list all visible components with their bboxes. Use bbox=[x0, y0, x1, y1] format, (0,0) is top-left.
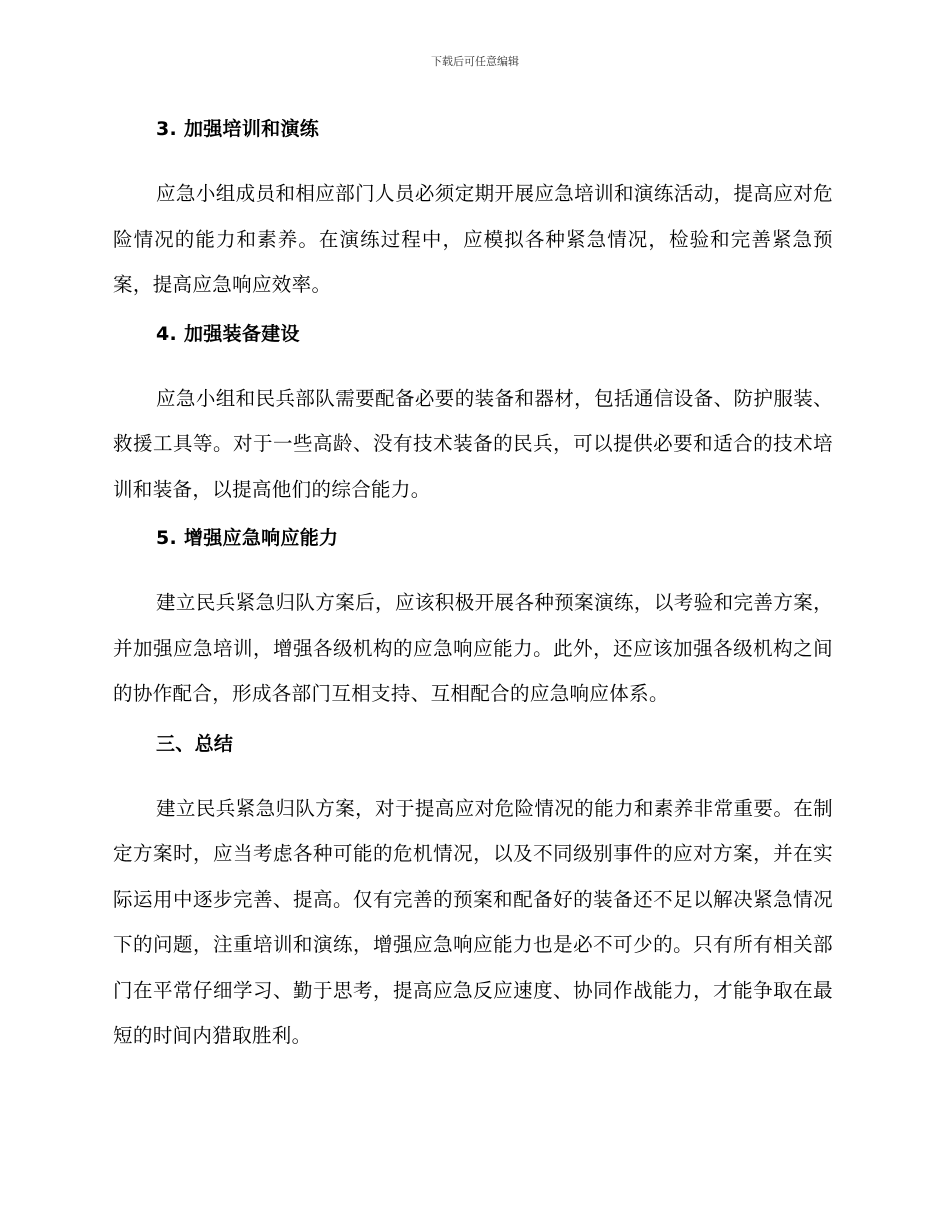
section-heading-equipment: 4. 加强装备建设 bbox=[156, 322, 300, 345]
spacer bbox=[113, 144, 833, 171]
spacer bbox=[113, 349, 833, 376]
section-paragraph-response: 建立民兵紧急归队方案后，应该积极开展各种预案演练，以考验和完善方案，并加强应急培训，增强各级机构的应急响应能力。此外，还应该加强各级机构之间的协作配合，形成各部门互相支持、互相配合的应急响应体系。 bbox=[113, 591, 833, 705]
document-body bbox=[113, 114, 833, 1059]
spacer bbox=[113, 512, 833, 523]
spacer bbox=[113, 717, 833, 729]
section-heading-response: 5. 增强应急响应能力 bbox=[156, 527, 339, 549]
spacer bbox=[113, 553, 833, 580]
page-header: 下载后可任意编辑 bbox=[431, 55, 519, 68]
section-paragraph-training: 应急小组成员和相应部门人员必须定期开展应急培训和演练活动，提高应对危险情况的能力和素养。在演练过程中，应模拟各种紧急情况，检验和完善紧急预案，提高应急响应效率。 bbox=[113, 182, 833, 296]
section-heading-summary: 三、总结 bbox=[156, 732, 234, 755]
section-paragraph-equipment: 应急小组和民兵部队需要配备必要的装备和器材，包括通信设备、防护服装、救援工具等。对于一些高龄、没有技术装备的民兵，可以提供必要和适合的技术培训和装备，以提高他们的综合能力。 bbox=[113, 386, 833, 501]
spacer bbox=[113, 308, 833, 319]
section-heading-training: 3. 加强培训和演练 bbox=[156, 118, 320, 140]
section-paragraph-summary: 建立民兵紧急归队方案，对于提高应对危险情况的能力和素养非常重要。在制定方案时，应当考虑各种可能的危机情况，以及不同级别事件的应对方案，并在实际运用中逐步完善、提高。仅有完善的预案和配备好的装备还不足以解决紧急情况下的问题，注重培训和演练，增强应急响应能力也是必不可少的。只有所有相关部门在平常仔细学习、勤于思考，提高应急反应速度、协同作战能力，才能争取在最短的时间内猎取胜利。 bbox=[113, 796, 833, 1047]
spacer bbox=[113, 759, 833, 786]
